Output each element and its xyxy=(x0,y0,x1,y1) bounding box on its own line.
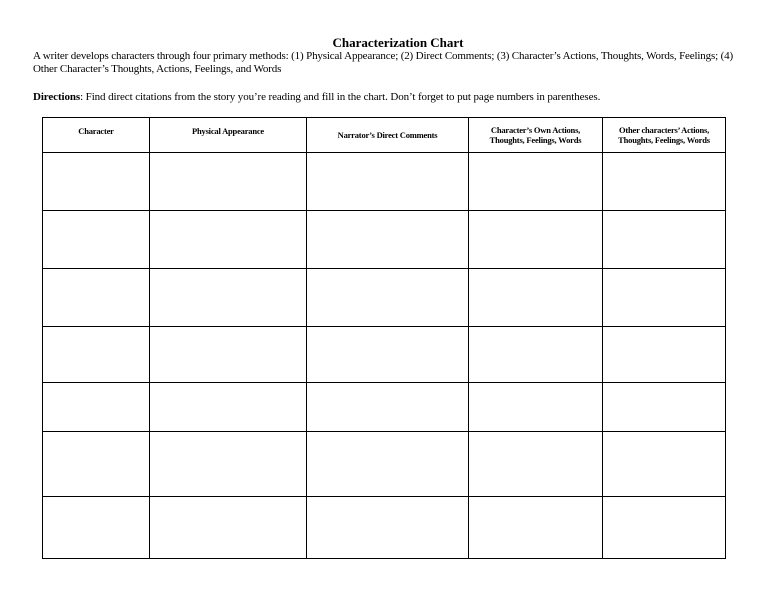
table-row xyxy=(43,383,726,432)
header-row xyxy=(43,118,726,153)
characterization-chart xyxy=(42,117,726,559)
table-cell[interactable] xyxy=(603,269,726,327)
header-other-characters: Other characters’ Actions, Thoughts, Feelings, Words xyxy=(603,118,726,153)
table-cell[interactable] xyxy=(307,153,469,211)
header-narrator-comments: Narrator’s Direct Comments xyxy=(307,118,469,153)
table-cell[interactable] xyxy=(469,211,603,269)
intro-paragraph: A writer develops characters through four primary methods: (1) Physical Appearance; (2) Direct Comments; (3) Character’s Actions, Thoughts, Words, Feelings; (4) Other Character’s Thoughts, Actions, Feelings, and Words xyxy=(33,50,734,75)
directions-label: Directions xyxy=(33,91,81,103)
table-cell[interactable] xyxy=(307,497,469,559)
table-cell[interactable] xyxy=(150,327,307,383)
directions-text: : Find direct citations from the story you’re reading and fill in the chart. Don’t forget to put page numbers in parentheses. xyxy=(80,91,601,103)
table-cell[interactable] xyxy=(307,269,469,327)
table-row xyxy=(43,211,726,269)
table-cell[interactable] xyxy=(150,269,307,327)
table-cell[interactable] xyxy=(603,383,726,432)
table-cell[interactable] xyxy=(603,497,726,559)
table-cell[interactable] xyxy=(43,383,150,432)
page-title: Characterization Chart xyxy=(332,35,464,50)
table-row xyxy=(43,327,726,383)
table-cell[interactable] xyxy=(603,153,726,211)
table-cell[interactable] xyxy=(43,432,150,497)
table-cell[interactable] xyxy=(469,432,603,497)
table-cell[interactable] xyxy=(150,153,307,211)
table-cell[interactable] xyxy=(603,327,726,383)
table-row xyxy=(43,269,726,327)
table-cell[interactable] xyxy=(307,383,469,432)
table-cell[interactable] xyxy=(469,153,603,211)
header-character: Character xyxy=(43,118,150,153)
table-cell[interactable] xyxy=(150,497,307,559)
header-physical-appearance: Physical Appearance xyxy=(150,118,307,153)
table-cell[interactable] xyxy=(469,327,603,383)
table-cell[interactable] xyxy=(603,432,726,497)
table-cell[interactable] xyxy=(43,211,150,269)
directions-paragraph xyxy=(33,91,748,104)
table-cell[interactable] xyxy=(603,211,726,269)
header-own-actions: Character’s Own Actions, Thoughts, Feelings, Words xyxy=(469,118,603,153)
table-cell[interactable] xyxy=(150,432,307,497)
table-row xyxy=(43,497,726,559)
table-cell[interactable] xyxy=(43,269,150,327)
table-cell[interactable] xyxy=(43,327,150,383)
table-cell[interactable] xyxy=(307,327,469,383)
table-cell[interactable] xyxy=(43,497,150,559)
table-cell[interactable] xyxy=(307,432,469,497)
table-cell[interactable] xyxy=(150,211,307,269)
table-cell[interactable] xyxy=(307,211,469,269)
table-row xyxy=(43,432,726,497)
table-cell[interactable] xyxy=(150,383,307,432)
table-cell[interactable] xyxy=(469,269,603,327)
table-cell[interactable] xyxy=(43,153,150,211)
table-cell[interactable] xyxy=(469,497,603,559)
table-cell[interactable] xyxy=(469,383,603,432)
table-row xyxy=(43,153,726,211)
